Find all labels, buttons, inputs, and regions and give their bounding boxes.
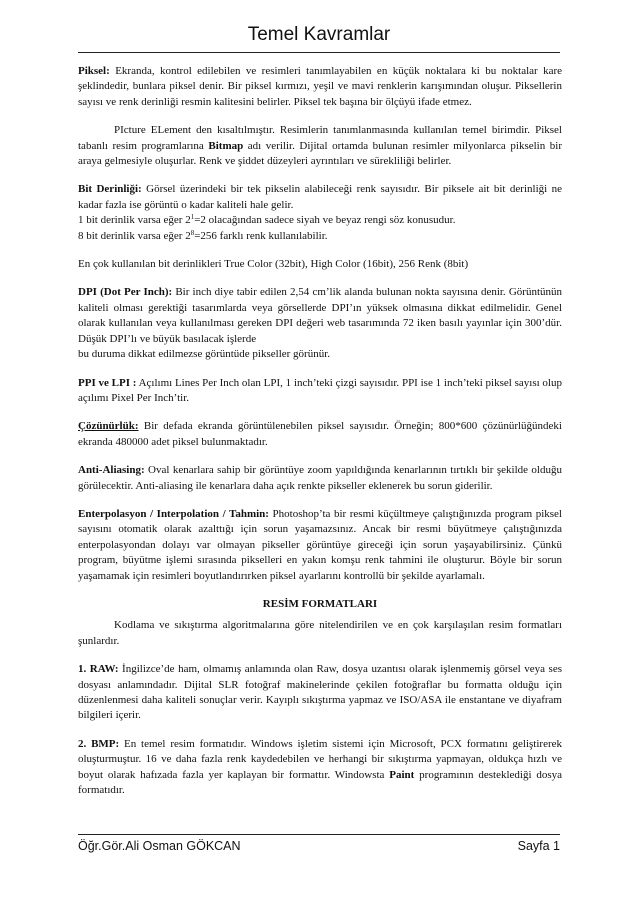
- pixel-term: Piksel:: [78, 65, 110, 77]
- pixel-paragraph-2: [78, 123, 562, 169]
- raw-text: İngilizce’de ham, olmamış anlamında olan Raw, dosya uzantısı olarak işlenmemiş görsel veya ses dosyası anlamındadır. Dijital SLR fotoğraf makinelerinde çekilen fotoğraflar bu formatta olduğu için düzenlenmesi daha kaliteli sonuçlar verir. Kayıplı sıkıştırma yapmaz ve ISO/ASA ile enstantane ve diyafram bilgileri içerir.: [78, 663, 562, 722]
- antialias-text: Oval kenarlara sahip bir görüntüye zoom yapıldığında kenarlarının tırtıklı bir şekilde olduğu görülecektir. Anti-aliasing ile kenarlara daha açık renkte pikseller eklenerek bu sorun giderilir.: [78, 464, 562, 492]
- page-footer: [78, 834, 560, 853]
- dpi-text: Bir inch diye tabir edilen 2,54 cm’lik alanda bulunan nokta sayısına denir. Görüntünün kaliteli olması gerektiği tasarımlarda veya görsellerde DPI’ın yüksek olmasına dikkat edilmelidir. Genel olarak kullanılan veya kullanılması gereken DPI değeri web tasarımında 72 iken basılı yayınlar için 300’dür. Düşük DPI’lı ve büyük basılacak işlerde: [78, 286, 563, 345]
- pixel-text: Ekranda, kontrol edilebilen ve resimleri tanımlayabilen en küçük noktalara ki bu noktalar kare şeklindedir, bunlara piksel denir. Bir piksel kırmızı, yeşil ve mavi renklerin karışımından oluşur. Piksellerin sayısı ve renk derinliği resmin kalitesini belirler. Piksel tek başına bir ölçüyü ifade etmez.: [78, 65, 563, 108]
- page-header: [78, 22, 560, 53]
- raw-term: 1. RAW:: [78, 663, 119, 676]
- lpi-text: Açılımı Lines Per Inch olan LPI, 1 inch’teki çizgi sayısıdır. PPI ise 1 inch’teki piksel sayısı olup açılımı Pixel Per Inch’tir.: [78, 376, 562, 404]
- antialias-term: Anti-Aliasing:: [78, 464, 145, 477]
- interpolation-term: Enterpolasyon / Interpolation / Tahmin:: [78, 507, 269, 520]
- bitdepth-line2-sup: 8: [190, 228, 195, 237]
- bitdepth-line1-pre: 1 bit derinlik varsa eğer 2: [78, 214, 191, 227]
- bitdepth-common: En çok kullanılan bit derinlikleri True Color (32bit), High Color (16bit), 256 Renk (8bit): [78, 258, 469, 271]
- pixel-p2-pre: PIcture ELement den kısaltılmıştır. Resimlerin tanımlanmasında kullanılan temel birimdir. Piksel tabanlı resim programlarına: [78, 124, 562, 152]
- bitdepth-line2-pre: 8 bit derinlik varsa eğer 2: [78, 229, 191, 242]
- bitdepth-term: Bit Derinliği:: [78, 183, 142, 196]
- interpolation-text: Photoshop’ta bir resmi küçültmeye çalıştığınızda program piksel sayısını otomatik olarak azalttığı için sorun yaşamazsınız. Ancak bir resmi büyütmeye çalıştığınızda enterpolasyondan dolayı var olmayan pikseller görüntüye gireceği için sorun yaşayabilirsiniz. Çünkü program, büyütme işlemi sırasında pikselleri en yakın komşu renk tahmini ile oluşturur. Böyle bir sorun yaşamamak için resimleri boyutlandırırken piksel ayarlarını kontrollü bir şekilde ayarlamalı.: [78, 507, 562, 582]
- lpi-paragraph: [78, 376, 562, 407]
- bitdepth-line1-sup: 1: [190, 213, 195, 222]
- formats-heading: [78, 597, 562, 612]
- resolution-text: Bir defada ekranda görüntülenebilen piksel sayısıdır. Örneğin; 800*600 çözünürlüğündeki ekranda 480000 adet piksel bulunmaktadır.: [78, 420, 562, 448]
- page-title: Temel Kavramlar: [247, 24, 391, 45]
- pixel-paragraph: [78, 64, 562, 110]
- formats-heading-text: RESİM FORMATLARI: [262, 597, 378, 610]
- bitdepth-line2-post: =256 farklı renk kullanılabilir.: [194, 229, 328, 242]
- bitdepth-line-2: [78, 229, 562, 244]
- footer-author: Öğr.Gör.Ali Osman GÖKCAN: [78, 839, 241, 853]
- paint-term: Paint: [389, 768, 415, 781]
- document-body: [78, 64, 562, 811]
- lpi-term: PPI ve LPI :: [78, 376, 137, 389]
- dpi-line-2: bu duruma dikkat edilmezse görüntüde pikseller görünür.: [78, 348, 331, 361]
- resolution-term: Çözünürlük:: [78, 420, 139, 433]
- bmp-text-post: programının desteklediği dosya formatıdır.: [78, 768, 562, 797]
- dpi-paragraph: [78, 285, 562, 347]
- bmp-term: 2. BMP:: [78, 737, 120, 750]
- bitmap-term: Bitmap: [208, 139, 244, 152]
- bitdepth-line1-post: =2 olacağından sadece siyah ve beyaz rengi söz konusudur.: [194, 214, 456, 227]
- bitdepth-text: Görsel üzerindeki bir tek pikselin alabileceği renk sayısıdır. Bir piksele ait bit derinliği ne kadar fazla ise görüntü o kadar kaliteli hale gelir.: [78, 183, 562, 211]
- bitdepth-line-1: [78, 213, 562, 228]
- resolution-paragraph: [78, 419, 562, 450]
- pixel-p2-post: adı verilir. Dijital ortamda bulunan resimler milyonlarca pikselin bir araya gelmesiyle oluşurlar. Renk ve şiddet düzeyleri ayrıntıları ve sürekliliği belirler.: [78, 139, 563, 168]
- interpolation-paragraph: [78, 507, 562, 584]
- bitdepth-paragraph: [78, 182, 562, 213]
- antialias-paragraph: [78, 463, 562, 494]
- footer-page-number: Sayfa 1: [517, 839, 560, 853]
- dpi-term: DPI (Dot Per Inch):: [78, 286, 173, 299]
- bmp-paragraph: [78, 737, 562, 799]
- formats-intro: Kodlama ve sıkıştırma algoritmalarına göre nitelendirilen ve en çok karşılaşılan resim formatları şunlardır.: [78, 619, 562, 647]
- bmp-text-pre: En temel resim formatıdır. Windows işletim sistemi için Microsoft, PCX formatını geliştirerek oluşturmuştur. 16 ve daha fazla renk kaydedebilen ve herhangi bir sıkıştırma yapmayan, oldukça hızlı ve boyut olarak hafızada fazla yer kaplayan bir formattır. Windowsta: [78, 737, 562, 781]
- raw-paragraph: [78, 662, 562, 724]
